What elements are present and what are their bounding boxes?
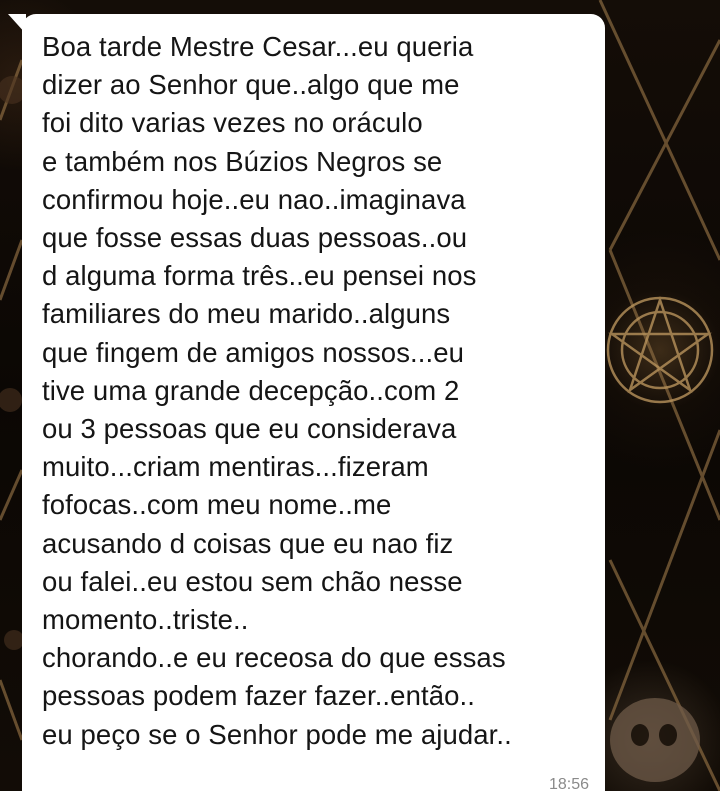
message-line: fofocas..com meu nome..me [42, 489, 392, 521]
message-line: chorando..e eu receosa do que essas [42, 642, 506, 674]
incoming-message-bubble[interactable] [22, 14, 605, 791]
message-line: tive uma grande decepção..com 2 [42, 374, 460, 406]
message-text [42, 28, 595, 754]
message-line: que fingem de amigos nossos...eu [42, 336, 465, 368]
message-line: que fosse essas duas pessoas..ou [42, 222, 468, 254]
message-line: momento..triste.. [42, 604, 249, 636]
message-line: acusando d coisas que eu nao fiz [42, 527, 454, 559]
message-line: foi dito varias vezes no oráculo [42, 107, 423, 139]
message-line: e também nos Búzios Negros se [42, 145, 443, 177]
message-line: muito...criam mentiras...fizeram [42, 451, 429, 483]
message-line: pessoas podem fazer fazer..então.. [42, 680, 475, 712]
pentacle-icon [608, 298, 712, 402]
message-line: dizer ao Senhor que..algo que me [42, 69, 460, 101]
message-line: ou falei..eu estou sem chão nesse [42, 565, 463, 597]
skull-ornament-icon [610, 698, 700, 782]
message-line: confirmou hoje..eu nao..imaginava [42, 183, 466, 215]
message-line: Boa tarde Mestre Cesar...eu queria [42, 31, 474, 62]
message-timestamp: 18:56 [548, 776, 589, 791]
message-line: familiares do meu marido..alguns [42, 298, 451, 330]
message-line: ou 3 pessoas que eu considerava [42, 413, 457, 445]
message-line: d alguma forma três..eu pensei nos [42, 260, 477, 292]
message-line: eu peço se o Senhor pode me ajudar.. [42, 718, 512, 750]
